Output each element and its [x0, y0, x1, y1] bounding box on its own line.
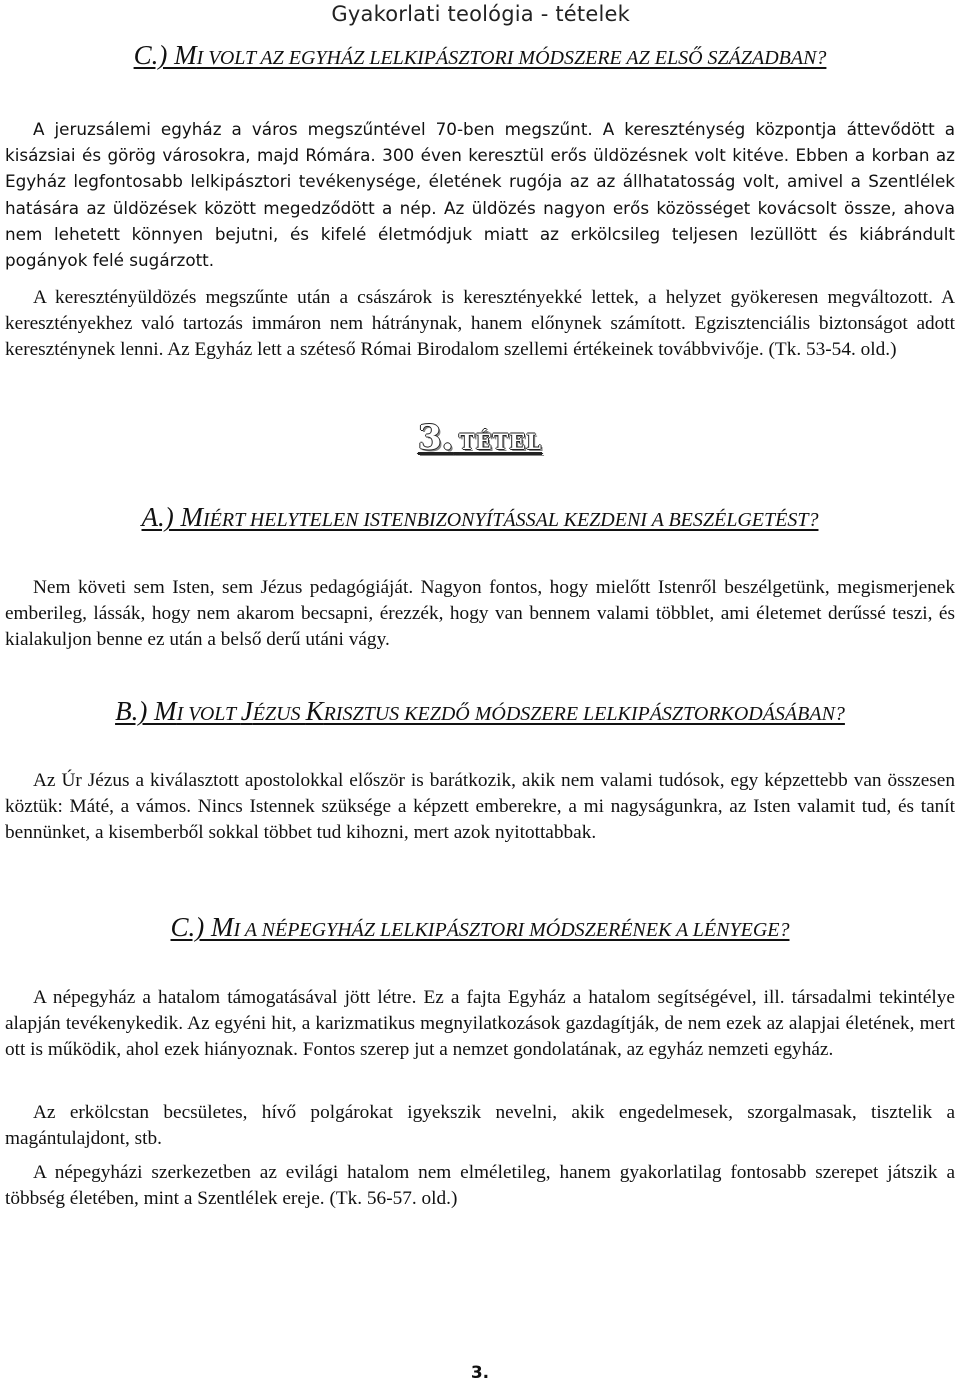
heading-initial: K — [305, 696, 324, 726]
paragraph: A népegyházi szerkezetben az evilági hatalom nem elméletileg, hanem gyakorlatilag fontosabb szerepet játszik a többség életében, mint a Szentlélek ereje. (Tk. 56-57. old.) — [5, 1162, 955, 1210]
page-number: 3. — [470, 1363, 490, 1383]
section-heading-c-first-century — [0, 40, 960, 71]
section-heading-c-nepegyhaz — [0, 912, 960, 943]
section-heading-b — [0, 696, 960, 727]
paragraph: A keresztényüldözés megszűnte után a császárok is keresztényekké lettek, a helyzet gyökeresen megváltozott. A keresztényekhez való tartozás immáron nem hátránynak, hanem előnynek számított. Egzisztenciális biztonságot adott kereszténynek lenni. Az Egyház lett a széteső Római Birodalom szellemi értékeinek továbbvivője. (Tk. 53-54. old.) — [5, 287, 955, 361]
tetel-number: 3. — [417, 418, 454, 458]
heading-prefix: C.) M — [170, 912, 234, 942]
running-header: Gyakorlati teológia - tételek — [331, 2, 630, 26]
heading-text: IÉRT HELYTELEN ISTENBIZONYÍTÁSSAL KEZDENI A BESZÉLGETÉST? — [203, 509, 819, 531]
heading-prefix: C.) M — [133, 40, 197, 70]
heading-text: I VOLT — [176, 703, 241, 725]
heading-prefix: B.) M — [115, 696, 177, 726]
tetel-word: TÉTEL — [459, 429, 543, 454]
paragraph: Nem követi sem Isten, sem Jézus pedagógiáját. Nagyon fontos, hogy mielőtt Istenről beszélgetünk, megismerjenek emberileg, lássák, hogy nem akarom becsapni, érezzék, hogy van bennem valami többlet, ami életemet derűssé teszi, és kialakuljon benne ez után a belső derű utáni vágy. — [5, 577, 955, 651]
paragraph: A jeruzsálemi egyház a város megszűntével 70-ben megszűnt. A kereszténység központja áttevődött a kisázsiai és görög városokra, majd Rómára. 300 éven keresztül erős üldözésnek volt kitéve. Ebben a korban az Egyház legfontosabb lelkipásztori tevékenysége, életének rugója az az állhatatosság volt, amivel a Szentlélek hatására az üldözések között megedződött a nép. Az üldözés nagyon erős közösséget kovácsolt össze, ahova nem lehetett könnyen bejutni, és kifelé életmódjuk miatt az erkölcsileg teljesen lezüllött és kiábrándult pogányok felé sugárzott. — [5, 119, 955, 271]
heading-text: RISZTUS KEZDŐ MÓDSZERE LELKIPÁSZTORKODÁSÁBAN? — [323, 703, 845, 725]
heading-text: I A NÉPEGYHÁZ LELKIPÁSZTORI MÓDSZERÉNEK A LÉNYEGE? — [233, 919, 790, 941]
heading-text: I VOLT AZ EGYHÁZ LELKIPÁSZTORI MÓDSZERE AZ ELSŐ SZÁZADBAN? — [196, 47, 827, 69]
paragraph: Az Úr Jézus a kiválasztott apostolokkal először is barátkozik, akik nem valami tudósok, egy képzettebb van összesen köztük: Máté, a vámos. Nincs Istennek szüksége a képzett emberekre, a mi nagyságunkra, az Isten valamit tud, és tanít bennünket, a kisemberből sokkal többet tud kihozni, mert azok nyitottabbak. — [5, 770, 955, 844]
paragraph: A népegyház a hatalom támogatásával jött létre. Ez a fajta Egyház a hatalom segítségével, ill. társadalmi tekintélye alapján tevékenykedik. Az egyéni hit, a karizmatikus megnyilatkozások gazdagítják, de nem ezek az alapjai életének, mert ott is működik, ahol ezek hiányoznak. Fontos szerep jut a nemzet gondolatának, az egyház nemzeti egyház. — [5, 987, 955, 1061]
heading-prefix: A.) M — [141, 502, 203, 532]
heading-text: ÉZUS — [252, 703, 306, 725]
section-heading-a — [0, 502, 960, 533]
paragraph: Az erkölcstan becsületes, hívő polgárokat igyekszik nevelni, akik engedelmesek, szorgalmasak, tisztelik a magántulajdont, stb. — [5, 1102, 955, 1150]
tetel-title — [0, 418, 960, 458]
heading-initial: J — [240, 696, 253, 726]
